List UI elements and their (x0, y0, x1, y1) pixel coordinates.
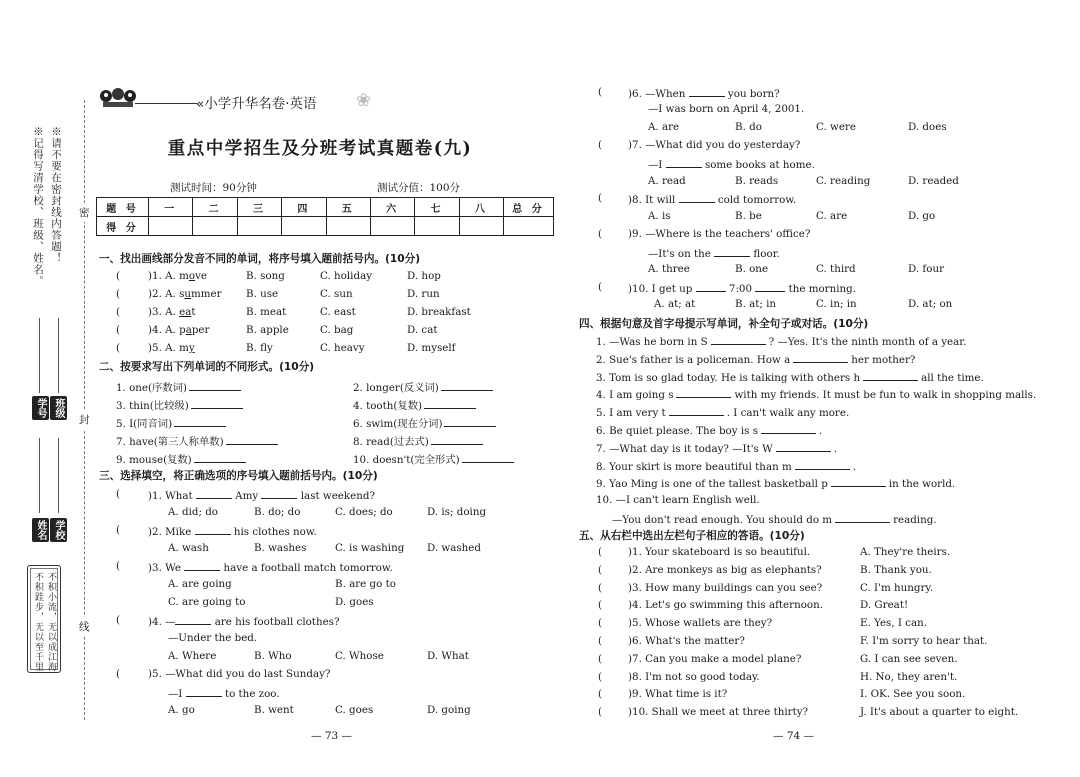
exam-score: 测试分值：100分 (377, 182, 461, 194)
page-number-left: — 73 — (311, 730, 353, 742)
match-row (0, 706, 1080, 722)
class-label: 班级 (50, 396, 67, 420)
answer-paren[interactable]: ( (598, 688, 603, 701)
fill-word-sentence: 5. I am very t . I can't walk any more. (596, 407, 850, 420)
q3-5-paren: ( (116, 668, 121, 680)
word-form-row (0, 379, 560, 395)
series-logo-icon (98, 84, 138, 110)
answer-blank[interactable] (835, 512, 890, 523)
word-form-item: 7. have(第三人称单数) (116, 433, 278, 448)
answer-blank[interactable] (261, 488, 297, 499)
match-row (0, 564, 1080, 580)
score-header-cell: 题 号 (97, 198, 149, 217)
option-c[interactable]: C. are (816, 210, 848, 222)
school-write-line[interactable] (58, 438, 59, 513)
match-answer: B. Thank you. (860, 563, 932, 576)
word-form-row (0, 433, 560, 449)
flower-icon: ❀ (356, 90, 372, 111)
score-header-cell: 四 (282, 198, 326, 217)
option-c[interactable]: C. bag (320, 324, 354, 336)
option-b[interactable]: B. reads (735, 175, 779, 187)
fill-word-row (596, 459, 1066, 475)
match-row (0, 582, 1080, 598)
fill-word-row (596, 423, 1066, 439)
fill-word-row (596, 476, 1066, 492)
option-a[interactable]: A. are going (168, 578, 232, 590)
fill-word-sentence: 2. Sue's father is a policeman. How a her mother? (596, 353, 916, 366)
match-answer: E. Yes, I can. (860, 617, 928, 630)
answer-blank[interactable] (714, 246, 750, 257)
match-row (0, 671, 1080, 687)
answer-blank[interactable] (441, 380, 493, 391)
match-row (0, 635, 1080, 651)
match-answer: F. I'm sorry to hear that. (860, 635, 988, 647)
score-cell[interactable] (326, 217, 370, 236)
answer-blank[interactable] (696, 281, 726, 292)
answer-blank[interactable] (189, 380, 241, 391)
option-c[interactable]: C. are going to (168, 596, 246, 608)
fill-word-sentence: —You don't read enough. You should do m reading. (612, 514, 937, 526)
fill-word-row (596, 494, 1066, 510)
q3-1-paren: ( (116, 488, 121, 500)
q3-5-stem: )5. —What did you do last Sunday? (148, 668, 331, 680)
section-4-heading: 四、根据句意及首字母提示写单词，补全句子或对话。(10分) (579, 318, 869, 330)
answer-blank[interactable] (666, 157, 702, 168)
answer-blank[interactable] (424, 398, 476, 409)
option-a[interactable]: A. go (168, 704, 195, 716)
option-d[interactable]: D. go (908, 210, 936, 222)
q3-8-paren: ( (598, 192, 603, 204)
option-d[interactable]: D. at; on (908, 298, 953, 310)
fill-word-sentence: 6. Be quiet please. The boy is s . (596, 425, 823, 437)
score-header-cell: 一 (149, 198, 193, 217)
option-d[interactable]: D. readed (908, 175, 959, 187)
answer-blank[interactable] (174, 416, 226, 427)
option-c[interactable]: C. sun (320, 288, 353, 300)
fill-word-row (596, 352, 1066, 368)
answer-blank[interactable] (793, 352, 848, 363)
score-cell[interactable] (193, 217, 237, 236)
seal-mi: 密 (79, 203, 90, 222)
q3-9-reply: —It's on the floor. (648, 248, 780, 260)
answer-blank[interactable] (444, 416, 496, 427)
option-a[interactable]: A. Where (168, 650, 217, 662)
option-c[interactable]: C. Whose (335, 650, 384, 662)
option-c[interactable]: C. in; in (816, 298, 857, 310)
match-question: )1. Your skateboard is so beautiful. (628, 546, 811, 558)
phonics-row (0, 288, 560, 304)
option-c[interactable]: C. is washing (335, 542, 405, 554)
option-b[interactable]: B. fly (246, 342, 273, 354)
answer-blank[interactable] (226, 434, 278, 445)
seal-feng: 封 (79, 410, 90, 429)
option-d[interactable]: D. goes (335, 596, 374, 608)
score-header-row (97, 198, 554, 217)
fill-word-row (596, 370, 1066, 386)
answer-paren[interactable]: ( (598, 546, 603, 558)
word-form-item: 8. read(过去式) (353, 433, 483, 448)
answer-blank[interactable] (776, 441, 831, 452)
answer-paren[interactable]: ( (598, 706, 603, 719)
score-header-cell: 八 (459, 198, 503, 217)
option-a[interactable]: A. wash (168, 542, 209, 554)
option-a[interactable]: A. is (648, 210, 671, 222)
answer-paren[interactable]: ( (598, 563, 603, 576)
answer-blank[interactable] (831, 476, 886, 487)
fill-word-sentence: 3. Tom is so glad today. He is talking with others h all the time. (596, 371, 984, 384)
option-b[interactable]: B. use (246, 288, 279, 300)
answer-paren[interactable]: ( (116, 324, 121, 336)
match-answer: H. No, they aren't. (860, 670, 958, 683)
answer-paren[interactable]: ( (598, 670, 603, 683)
section-3-heading: 三、选择填空，将正确选项的序号填入题前括号内。(10分) (99, 470, 378, 482)
answer-blank[interactable] (194, 452, 246, 463)
word-form-item: 4. tooth(复数) (353, 397, 476, 412)
option-a[interactable]: )4. A. paper (148, 324, 210, 336)
answer-blank[interactable] (761, 423, 816, 434)
fill-word-row (612, 512, 1080, 528)
match-question: )5. Whose wallets are they? (628, 617, 773, 630)
word-form-item: 9. mouse(复数) (116, 451, 246, 466)
match-answer: G. I can see seven. (860, 652, 958, 665)
word-form-item: 6. swim(现在分词) (353, 415, 496, 430)
option-a[interactable]: A. are (648, 121, 680, 133)
match-answer: A. They're theirs. (860, 546, 951, 558)
word-form-item: 1. one(序数词) (116, 379, 241, 394)
match-question: )9. What time is it? (628, 688, 728, 701)
answer-paren[interactable]: ( (116, 306, 121, 318)
match-row (0, 546, 1080, 562)
match-question: )7. Can you make a model plane? (628, 652, 802, 665)
q3-7-paren: ( (598, 139, 603, 151)
option-b[interactable]: B. meat (246, 306, 287, 318)
option-d[interactable]: D. four (908, 263, 944, 275)
option-a[interactable]: )3. A. eat (148, 306, 196, 318)
q3-9-paren: ( (598, 228, 603, 240)
match-question: )6. What's the matter? (628, 635, 745, 647)
match-answer: J. It's about a quarter to eight. (860, 706, 1019, 719)
match-question: )10. Shall we meet at three thirty? (628, 706, 809, 719)
fill-word-sentence: 9. Yao Ming is one of the tallest basketball p in the world. (596, 478, 956, 491)
option-b[interactable]: B. song (246, 270, 285, 282)
score-table (96, 197, 554, 236)
option-a[interactable]: A. read (648, 175, 686, 187)
exam-title: 重点中学招生及分班考试真题卷(九) (167, 139, 473, 159)
score-cell[interactable] (149, 217, 193, 236)
score-label-cell: 得 分 (97, 217, 149, 236)
exam-time: 测试时间：90分钟 (170, 182, 257, 194)
score-header-cell: 五 (326, 198, 370, 217)
answer-blank[interactable] (711, 334, 766, 345)
name-write-line[interactable] (39, 438, 40, 513)
option-b[interactable]: B. washes (254, 542, 307, 554)
seal-xian: 线 (79, 617, 90, 636)
section-1-heading: 一、找出画线部分发音不同的单词，将序号填入题前括号内。(10分) (99, 253, 421, 265)
option-d[interactable]: D. does (908, 121, 947, 133)
match-row (0, 617, 1080, 633)
option-d[interactable]: D. washed (427, 542, 481, 554)
option-b[interactable]: B. apple (246, 324, 289, 336)
answer-blank[interactable] (689, 86, 725, 97)
option-c[interactable]: C. were (816, 121, 856, 133)
student-no-label: 学号 (32, 396, 49, 420)
option-d[interactable]: D. breakfast (407, 306, 471, 318)
option-c[interactable]: C. does; do (335, 506, 393, 518)
answer-blank[interactable] (795, 459, 850, 470)
binding-note-1: ※请不要在密封线内答题！ (50, 126, 62, 264)
fill-word-sentence: 7. —What day is it today? —It's W . (596, 442, 837, 455)
score-header-cell: 二 (193, 198, 237, 217)
score-cell[interactable] (282, 217, 326, 236)
answer-blank[interactable] (196, 488, 232, 499)
word-form-item: 5. I(同音词) (116, 415, 226, 430)
option-b[interactable]: B. are go to (335, 578, 396, 590)
answer-blank[interactable] (679, 192, 715, 203)
answer-blank[interactable] (195, 524, 231, 535)
match-answer: D. Great! (860, 599, 909, 612)
answer-paren[interactable]: ( (116, 342, 121, 354)
q3-9-stem: )9. —Where is the teachers' office? (628, 228, 811, 240)
word-form-item: 3. thin(比较级) (116, 397, 243, 412)
q3-3-stem: )3. We have a football match tomorrow. (148, 562, 393, 574)
fill-word-sentence: 1. —Was he born in S ? —Yes. It's the ninth month of a year. (596, 336, 967, 348)
phonics-row (0, 324, 560, 340)
score-header-cell: 总 分 (504, 198, 554, 217)
match-answer: C. I'm hungry. (860, 581, 934, 594)
q3-4-reply: —Under the bed. (168, 632, 258, 644)
answer-blank[interactable] (863, 370, 918, 381)
score-cell[interactable] (370, 217, 414, 236)
option-b[interactable]: B. at; in (735, 298, 777, 310)
option-c[interactable]: C. heavy (320, 342, 365, 354)
q3-7-reply: —I some books at home. (648, 159, 815, 171)
match-question: )3. How many buildings can you see? (628, 581, 823, 594)
score-cell[interactable] (415, 217, 459, 236)
fill-word-sentence: 10. —I can't learn English well. (596, 494, 760, 507)
fill-word-row (596, 387, 1066, 403)
answer-paren[interactable]: ( (116, 288, 121, 300)
option-d[interactable]: D. What (427, 650, 469, 662)
phonics-row (0, 342, 560, 358)
phonics-row (0, 306, 560, 322)
option-d[interactable]: D. going (427, 704, 471, 716)
series-title: «小学升华名卷·英语 (196, 96, 317, 112)
option-b[interactable]: B. Who (254, 650, 292, 662)
q3-6-reply: —I was born on April 4, 2001. (648, 103, 805, 115)
option-d[interactable]: D. run (407, 288, 440, 300)
word-form-item: 2. longer(反义词) (353, 379, 493, 394)
score-header-cell: 七 (415, 198, 459, 217)
header-rule (135, 103, 197, 104)
option-b[interactable]: B. went (254, 704, 294, 716)
option-d[interactable]: D. hop (407, 270, 441, 282)
option-a[interactable]: )1. A. move (148, 270, 207, 282)
word-form-row (0, 451, 560, 467)
section-5-heading: 五、从右栏中选出左栏句子相应的答语。(10分) (579, 530, 805, 542)
answer-paren[interactable]: ( (598, 617, 603, 630)
word-form-row (0, 415, 560, 431)
q3-6-paren: ( (598, 86, 603, 98)
q3-10-stem: )10. I get up 7:00 the morning. (628, 283, 857, 295)
option-d[interactable]: D. cat (407, 324, 438, 336)
fill-word-sentence: 4. I am going s with my friends. It must be fun to walk in shopping malls. (596, 389, 1037, 402)
score-cell[interactable] (504, 217, 554, 236)
q3-6-stem: )6. —When you born? (628, 88, 780, 100)
section-2-heading: 二、按要求写出下列单词的不同形式。(10分) (99, 361, 315, 373)
option-b[interactable]: B. do; do (254, 506, 301, 518)
score-cell[interactable] (237, 217, 281, 236)
q3-1-stem: )1. What Amy last weekend? (148, 490, 375, 502)
answer-paren[interactable]: ( (598, 581, 603, 594)
answer-blank[interactable] (431, 434, 483, 445)
answer-blank[interactable] (669, 405, 724, 416)
answer-paren[interactable]: ( (598, 635, 603, 647)
answer-blank[interactable] (191, 398, 243, 409)
q3-10-paren: ( (598, 281, 603, 293)
answer-blank[interactable] (755, 281, 785, 292)
option-c[interactable]: C. holiday (320, 270, 373, 282)
page-number-right: — 74 — (773, 730, 815, 742)
match-answer: I. OK. See you soon. (860, 688, 966, 701)
q3-2-stem: )2. Mike his clothes now. (148, 526, 317, 538)
q3-3-paren: ( (116, 560, 121, 572)
binding-note-2: ※记得写清学校、班级、姓名。 (32, 126, 44, 287)
option-b[interactable]: B. one (735, 263, 769, 275)
option-c[interactable]: C. reading (816, 175, 871, 187)
q3-4-stem: )4. — are his football clothes? (148, 616, 340, 628)
fill-word-row (596, 334, 1066, 350)
score-cell[interactable] (459, 217, 503, 236)
option-c[interactable]: C. goes (335, 704, 374, 716)
match-question: )2. Are monkeys as big as elephants? (628, 563, 822, 576)
q3-5-reply: —I to the zoo. (168, 688, 280, 700)
option-a[interactable]: )5. A. my (148, 342, 195, 354)
match-question: )4. Let's go swimming this afternoon. (628, 599, 824, 612)
option-b[interactable]: B. be (735, 210, 762, 222)
fill-word-sentence: 8. Your skirt is more beautiful than m . (596, 460, 857, 473)
match-row (0, 688, 1080, 704)
option-c[interactable]: C. east (320, 306, 356, 318)
option-a[interactable]: )2. A. summer (148, 288, 222, 300)
option-d[interactable]: D. is; doing (427, 506, 487, 518)
option-a[interactable]: A. three (648, 263, 690, 275)
phonics-row (0, 270, 560, 286)
fill-word-row (596, 405, 1066, 421)
option-d[interactable]: D. myself (407, 342, 456, 354)
match-row (0, 653, 1080, 669)
answer-paren[interactable]: ( (598, 599, 603, 612)
option-a[interactable]: A. at; at (654, 298, 696, 310)
word-form-item: 10. doesn't(完全形式) (353, 451, 514, 466)
q3-4-paren: ( (116, 614, 121, 626)
q3-2-paren: ( (116, 524, 121, 536)
option-c[interactable]: C. third (816, 263, 856, 275)
name-label: 姓名 (32, 518, 49, 542)
answer-paren[interactable]: ( (116, 270, 121, 282)
score-value-row (97, 217, 554, 236)
answer-blank[interactable] (676, 387, 731, 398)
option-b[interactable]: B. do (735, 121, 762, 133)
match-question: )8. I'm not so good today. (628, 670, 760, 683)
motto-right: 不积小流，无以成江海 (46, 572, 56, 672)
motto-left: 不积跬步，无以至千里 (33, 572, 43, 672)
q3-7-stem: )7. —What did you do yesterday? (628, 139, 801, 151)
answer-blank[interactable] (462, 452, 514, 463)
school-label: 学校 (50, 518, 67, 542)
answer-paren[interactable]: ( (598, 652, 603, 665)
score-header-cell: 六 (370, 198, 414, 217)
score-header-cell: 三 (237, 198, 281, 217)
option-a[interactable]: A. did; do (168, 506, 218, 518)
q3-8-stem: )8. It will cold tomorrow. (628, 194, 797, 206)
word-form-row (0, 397, 560, 413)
match-row (0, 599, 1080, 615)
fill-word-row (596, 441, 1066, 457)
